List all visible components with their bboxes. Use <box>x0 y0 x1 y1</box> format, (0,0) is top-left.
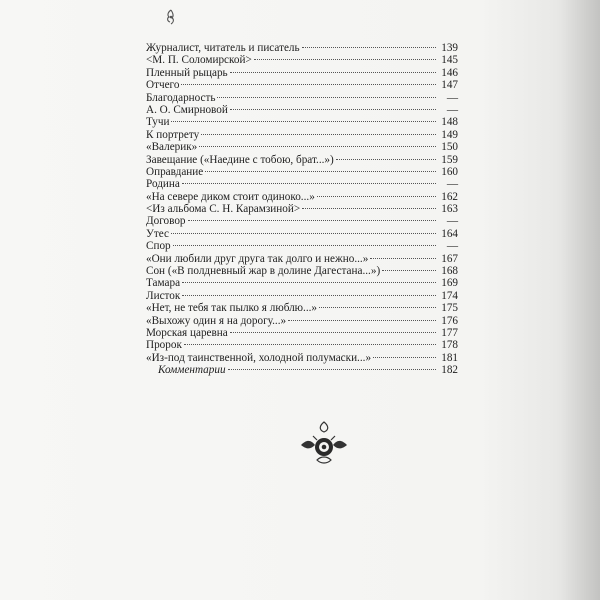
toc-entry-title: Родина <box>146 178 180 191</box>
toc-entry-title: Спор <box>146 240 171 253</box>
toc-leader-dots <box>201 134 436 135</box>
page-gutter-shadow <box>560 0 600 600</box>
toc-entry-title: Тучи <box>146 116 170 129</box>
toc-entry-page: 164 <box>441 227 458 240</box>
toc-leader-dots <box>188 220 436 221</box>
small-flourish-icon <box>163 8 179 26</box>
toc-entry-page: — <box>446 178 458 191</box>
toc-leader-dots <box>184 344 436 345</box>
toc-entry-page: 162 <box>441 190 458 203</box>
toc-entry-title: Договор <box>146 215 186 228</box>
toc-leader-dots <box>370 258 436 259</box>
toc-entry <box>146 191 458 203</box>
toc-entry <box>146 215 458 227</box>
toc-entry-title: Завещание («Наедине с тобою, брат...») <box>146 153 334 166</box>
toc-entry <box>146 141 458 153</box>
toc-leader-dots <box>288 320 436 321</box>
toc-entry-page: 145 <box>441 54 458 67</box>
toc-entry-title: <Из альбома С. Н. Карамзиной> <box>146 203 301 216</box>
toc-leader-dots <box>182 183 436 184</box>
toc-entry-page: — <box>446 91 458 104</box>
crest-ornament-icon <box>297 418 351 468</box>
toc-entry-title: «На севере диком стоит одиноко...» <box>146 190 315 203</box>
toc-entry-title: Отчего <box>146 79 180 92</box>
toc-entry-page: 146 <box>441 66 458 79</box>
toc-leader-dots <box>171 233 436 234</box>
toc-entry-page: — <box>446 103 458 116</box>
toc-entry-title: Пророк <box>146 339 182 352</box>
toc-leader-dots <box>173 245 436 246</box>
toc-leader-dots <box>302 208 436 209</box>
toc-entry <box>146 79 458 91</box>
toc-entry <box>146 327 458 339</box>
toc-entry-page: 159 <box>441 153 458 166</box>
toc-entry-page: 182 <box>441 364 458 376</box>
toc-leader-dots <box>230 72 436 73</box>
toc-entry-title: «Валерик» <box>146 141 198 154</box>
toc-entry-page: 167 <box>441 252 458 265</box>
toc-entry <box>146 302 458 314</box>
toc-entry <box>146 352 458 364</box>
toc-entry <box>146 154 458 166</box>
toc-entry-page: 150 <box>441 141 458 154</box>
toc-entry-title: Комментарии <box>158 364 226 376</box>
toc-leader-dots <box>382 270 436 271</box>
toc-leader-dots <box>336 159 436 160</box>
toc-leader-dots <box>254 59 436 60</box>
toc-entry <box>146 178 458 190</box>
toc-leader-dots <box>181 84 436 85</box>
toc-leader-dots <box>230 109 436 110</box>
toc-entry-page: 169 <box>441 277 458 290</box>
toc-entry <box>146 228 458 240</box>
toc-entry-page: 168 <box>441 265 458 278</box>
toc-entry-title: Журналист, читатель и писатель <box>146 42 300 54</box>
toc-entry-page: 174 <box>441 289 458 302</box>
toc-entry <box>146 104 458 116</box>
toc-entry-page: 178 <box>441 339 458 352</box>
toc-leader-dots <box>182 295 436 296</box>
comments-entry <box>158 364 458 376</box>
toc-entry-title: «Выхожу один я на дорогу...» <box>146 314 287 327</box>
toc-entry <box>146 240 458 252</box>
toc-entry-page: 175 <box>441 302 458 315</box>
toc-leader-dots <box>182 282 436 283</box>
toc-entry-title: Тамара <box>146 277 181 290</box>
toc-entry-title: <М. П. Соломирской> <box>146 54 252 67</box>
toc-entry-page: 176 <box>441 314 458 327</box>
toc-entry-page: 147 <box>441 79 458 92</box>
toc-entry-page: — <box>446 240 458 253</box>
toc-leader-dots <box>199 146 436 147</box>
toc-entry-title: Сон («В полдневный жар в долине Дагестана...») <box>146 265 381 278</box>
toc-leader-dots <box>230 332 436 333</box>
toc-entry <box>146 253 458 265</box>
toc-entry <box>146 203 458 215</box>
toc-leader-dots <box>302 47 436 48</box>
toc-entry <box>146 166 458 178</box>
toc-entry <box>146 92 458 104</box>
toc-entry <box>146 54 458 66</box>
toc-leader-dots <box>217 97 436 98</box>
toc-entry-page: 177 <box>441 326 458 339</box>
toc-entry-page: 163 <box>441 203 458 216</box>
toc-entry-title: Пленный рыцарь <box>146 66 228 79</box>
toc-leader-dots <box>319 307 436 308</box>
toc-entry-page: 148 <box>441 116 458 129</box>
toc-entry <box>146 290 458 302</box>
toc-leader-dots <box>228 369 436 370</box>
toc-entry <box>146 129 458 141</box>
toc-entry-title: Оправдание <box>146 165 204 178</box>
toc-entry <box>146 265 458 277</box>
toc-entry <box>146 67 458 79</box>
toc-entry-title: «Нет, не тебя так пылко я люблю...» <box>146 302 318 315</box>
toc-entry <box>146 339 458 351</box>
toc-entry <box>146 42 458 54</box>
toc-leader-dots <box>317 196 436 197</box>
toc-entry-title: К портрету <box>146 128 200 141</box>
toc-entry <box>146 116 458 128</box>
toc-entry-page: — <box>446 215 458 228</box>
toc-entry-title: Утес <box>146 227 170 240</box>
toc-entry-title: А. О. Смирновой <box>146 103 228 116</box>
toc-entry-title: Листок <box>146 289 181 302</box>
toc-leader-dots <box>373 357 436 358</box>
toc-entry-page: 139 <box>441 42 458 54</box>
toc-entry-title: «Из-под таинственной, холодной полумаски...» <box>146 351 372 364</box>
toc-leader-dots <box>171 121 436 122</box>
toc-entry <box>146 315 458 327</box>
toc-entry-title: Морская царевна <box>146 326 228 339</box>
table-of-contents <box>146 42 458 364</box>
toc-entry-page: 160 <box>441 165 458 178</box>
toc-entry <box>146 277 458 289</box>
toc-entry-page: 181 <box>441 351 458 364</box>
toc-leader-dots <box>205 171 436 172</box>
toc-entry-title: «Они любили друг друга так долго и нежно...» <box>146 252 369 265</box>
toc-entry-title: Благодарность <box>146 91 216 104</box>
toc-entry-page: 149 <box>441 128 458 141</box>
